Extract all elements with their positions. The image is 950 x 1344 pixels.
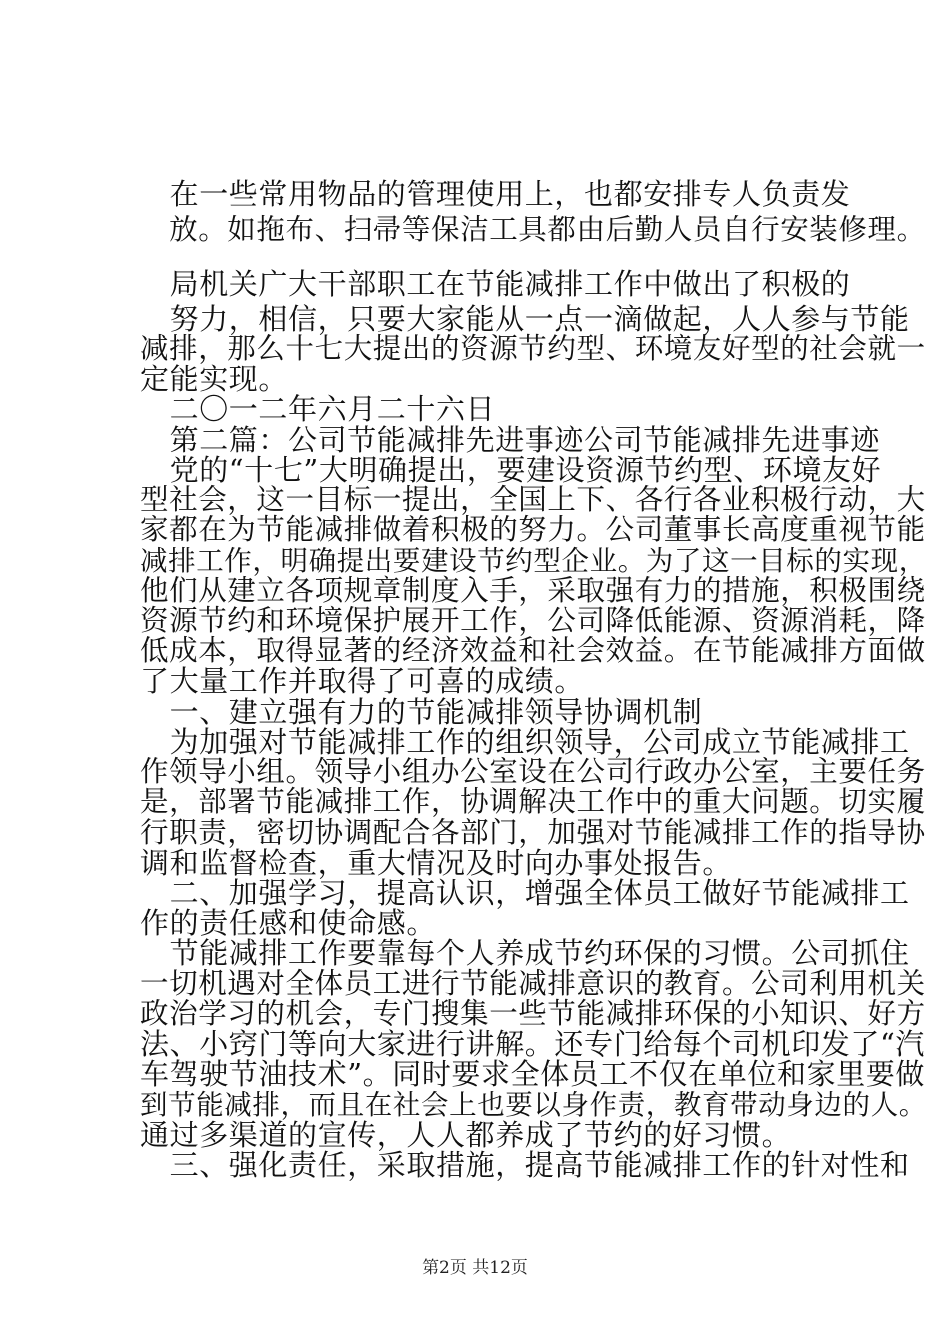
text-line: 党的“十七”大明确提出，要建设资源节约型、环境友好 bbox=[140, 453, 882, 487]
text-line: 节能减排工作要靠每个人养成节约环保的习惯。公司抓住 bbox=[140, 936, 910, 970]
text-line: 到节能减排，而且在社会上也要以身作责，教育带动身边的人。 bbox=[140, 1089, 927, 1121]
text-line: 了大量工作并取得了可喜的成绩。 bbox=[140, 664, 585, 698]
text-line: 家都在为节能减排做着积极的努力。公司董事长高度重视节能 bbox=[140, 513, 926, 546]
text-line: 放。如拖布、扫帚等保洁工具都由后勤人员自行安装修理。 bbox=[140, 213, 926, 246]
text-line: 减排工作，明确提出要建设节约型企业。为了这一目标的实现， bbox=[140, 545, 927, 577]
text-line: 车驾驶节油技术”。同时要求全体员工不仅在单位和家里要做 bbox=[140, 1057, 926, 1091]
text-line: 低成本，取得显著的经济效益和社会效益。在节能减排方面做 bbox=[140, 634, 926, 667]
text-line: 在一些常用物品的管理使用上，也都安排专人负责发 bbox=[140, 177, 851, 211]
date-line: 二〇一二年六月二十六日 bbox=[140, 392, 496, 426]
text-line: 为加强对节能减排工作的组织领导，公司成立节能减排工 bbox=[140, 725, 910, 759]
text-line: 作领导小组。领导小组办公室设在公司行政办公室，主要任务 bbox=[140, 755, 926, 788]
subheading-2: 二、加强学习，提高认识，增强全体员工做好节能减排工 bbox=[140, 876, 910, 910]
section-heading: 第二篇：公司节能减排先进事迹公司节能减排先进事迹 bbox=[140, 423, 881, 457]
text-line: 是，部署节能减排工作，协调解决工作中的重大问题。切实履 bbox=[140, 785, 926, 818]
text-line: 努力，相信，只要大家能从一点一滴做起，人人参与节能 bbox=[140, 302, 910, 336]
text-line: 一切机遇对全体员工进行节能减排意识的教育。公司利用机关 bbox=[140, 967, 926, 1000]
text-line: 他们从建立各项规章制度入手，采取强有力的措施，积极围绕 bbox=[140, 574, 926, 607]
text-line: 定能实现。 bbox=[140, 362, 289, 396]
text-line: 政治学习的机会，专门搜集一些节能减排环保的小知识、好方 bbox=[140, 997, 926, 1030]
text-line: 资源节约和环境保护展开工作，公司降低能源、资源消耗，降 bbox=[140, 604, 926, 637]
text-line: 局机关广大干部职工在节能减排工作中做出了积极的 bbox=[140, 267, 851, 301]
page-footer: 第2页 共12页 bbox=[422, 1258, 528, 1278]
text-line: 作的责任感和使命感。 bbox=[140, 906, 437, 940]
subheading-1: 一、建立强有力的节能减排领导协调机制 bbox=[140, 695, 703, 729]
text-line: 法、小窍门等向大家进行讲解。还专门给每个司机印发了“汽 bbox=[140, 1027, 926, 1061]
subheading-3: 三、强化责任，采取措施，提高节能减排工作的针对性和 bbox=[140, 1148, 910, 1182]
text-line: 行职责，密切协调配合各部门，加强对节能减排工作的指导协 bbox=[140, 816, 926, 849]
text-line: 调和监督检查，重大情况及时向办事处报告。 bbox=[140, 846, 733, 880]
text-line: 型社会，这一目标一提出，全国上下、各行各业积极行动，大 bbox=[140, 483, 926, 516]
text-line: 通过多渠道的宣传，人人都养成了节约的好习惯。 bbox=[140, 1118, 792, 1152]
text-line: 减排，那么十七大提出的资源节约型、环境友好型的社会就一 bbox=[140, 332, 926, 365]
